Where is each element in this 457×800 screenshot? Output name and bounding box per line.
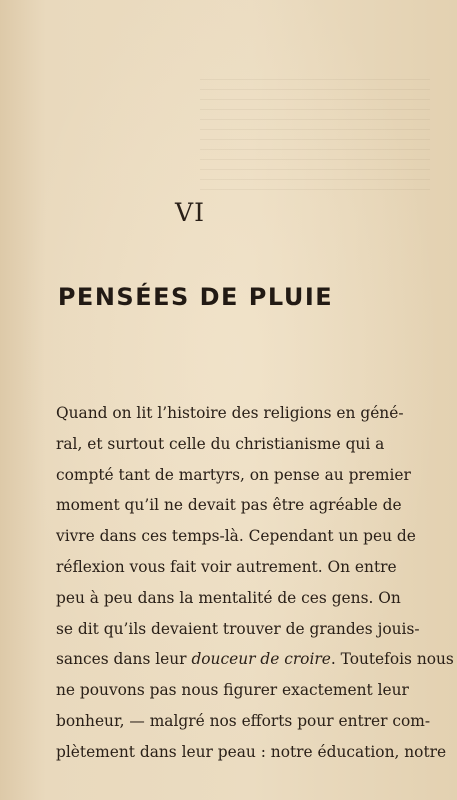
chapter-number: VI xyxy=(175,198,205,227)
text-line xyxy=(56,644,454,675)
text-line: se dit qu’ils devaient trouver de grandes jouis- xyxy=(56,619,420,638)
show-through-text xyxy=(200,70,430,190)
text-line: vivre dans ces temps-là. Cependant un peu de xyxy=(56,527,416,546)
chapter-title: PENSÉES DE PLUIE xyxy=(57,283,334,311)
text-line-end: . Toutefois nous xyxy=(330,650,454,669)
text-line: réflexion vous fait voir autrement. On entre xyxy=(56,557,397,576)
text-line: plètement dans leur peau : notre éducation, notre xyxy=(56,742,447,761)
text-line-start: sances dans leur xyxy=(56,650,192,669)
text-line: Quand on lit l’histoire des religions en géné- xyxy=(56,404,404,422)
body-paragraph xyxy=(56,398,454,768)
text-line: ral, et surtout celle du christianisme qui a xyxy=(56,434,385,453)
text-line: moment qu’il ne devait pas être agréable de xyxy=(56,496,402,515)
text-line: ne pouvons pas nous figurer exactement leur xyxy=(56,681,409,700)
text-line: bonheur, — malgré nos efforts pour entrer com- xyxy=(56,711,431,730)
text-line: compté tant de martyrs, on pense au premier xyxy=(56,465,411,484)
text-line: peu à peu dans la mentalité de ces gens. On xyxy=(56,588,401,607)
italic-phrase: douceur de croire xyxy=(191,650,331,669)
